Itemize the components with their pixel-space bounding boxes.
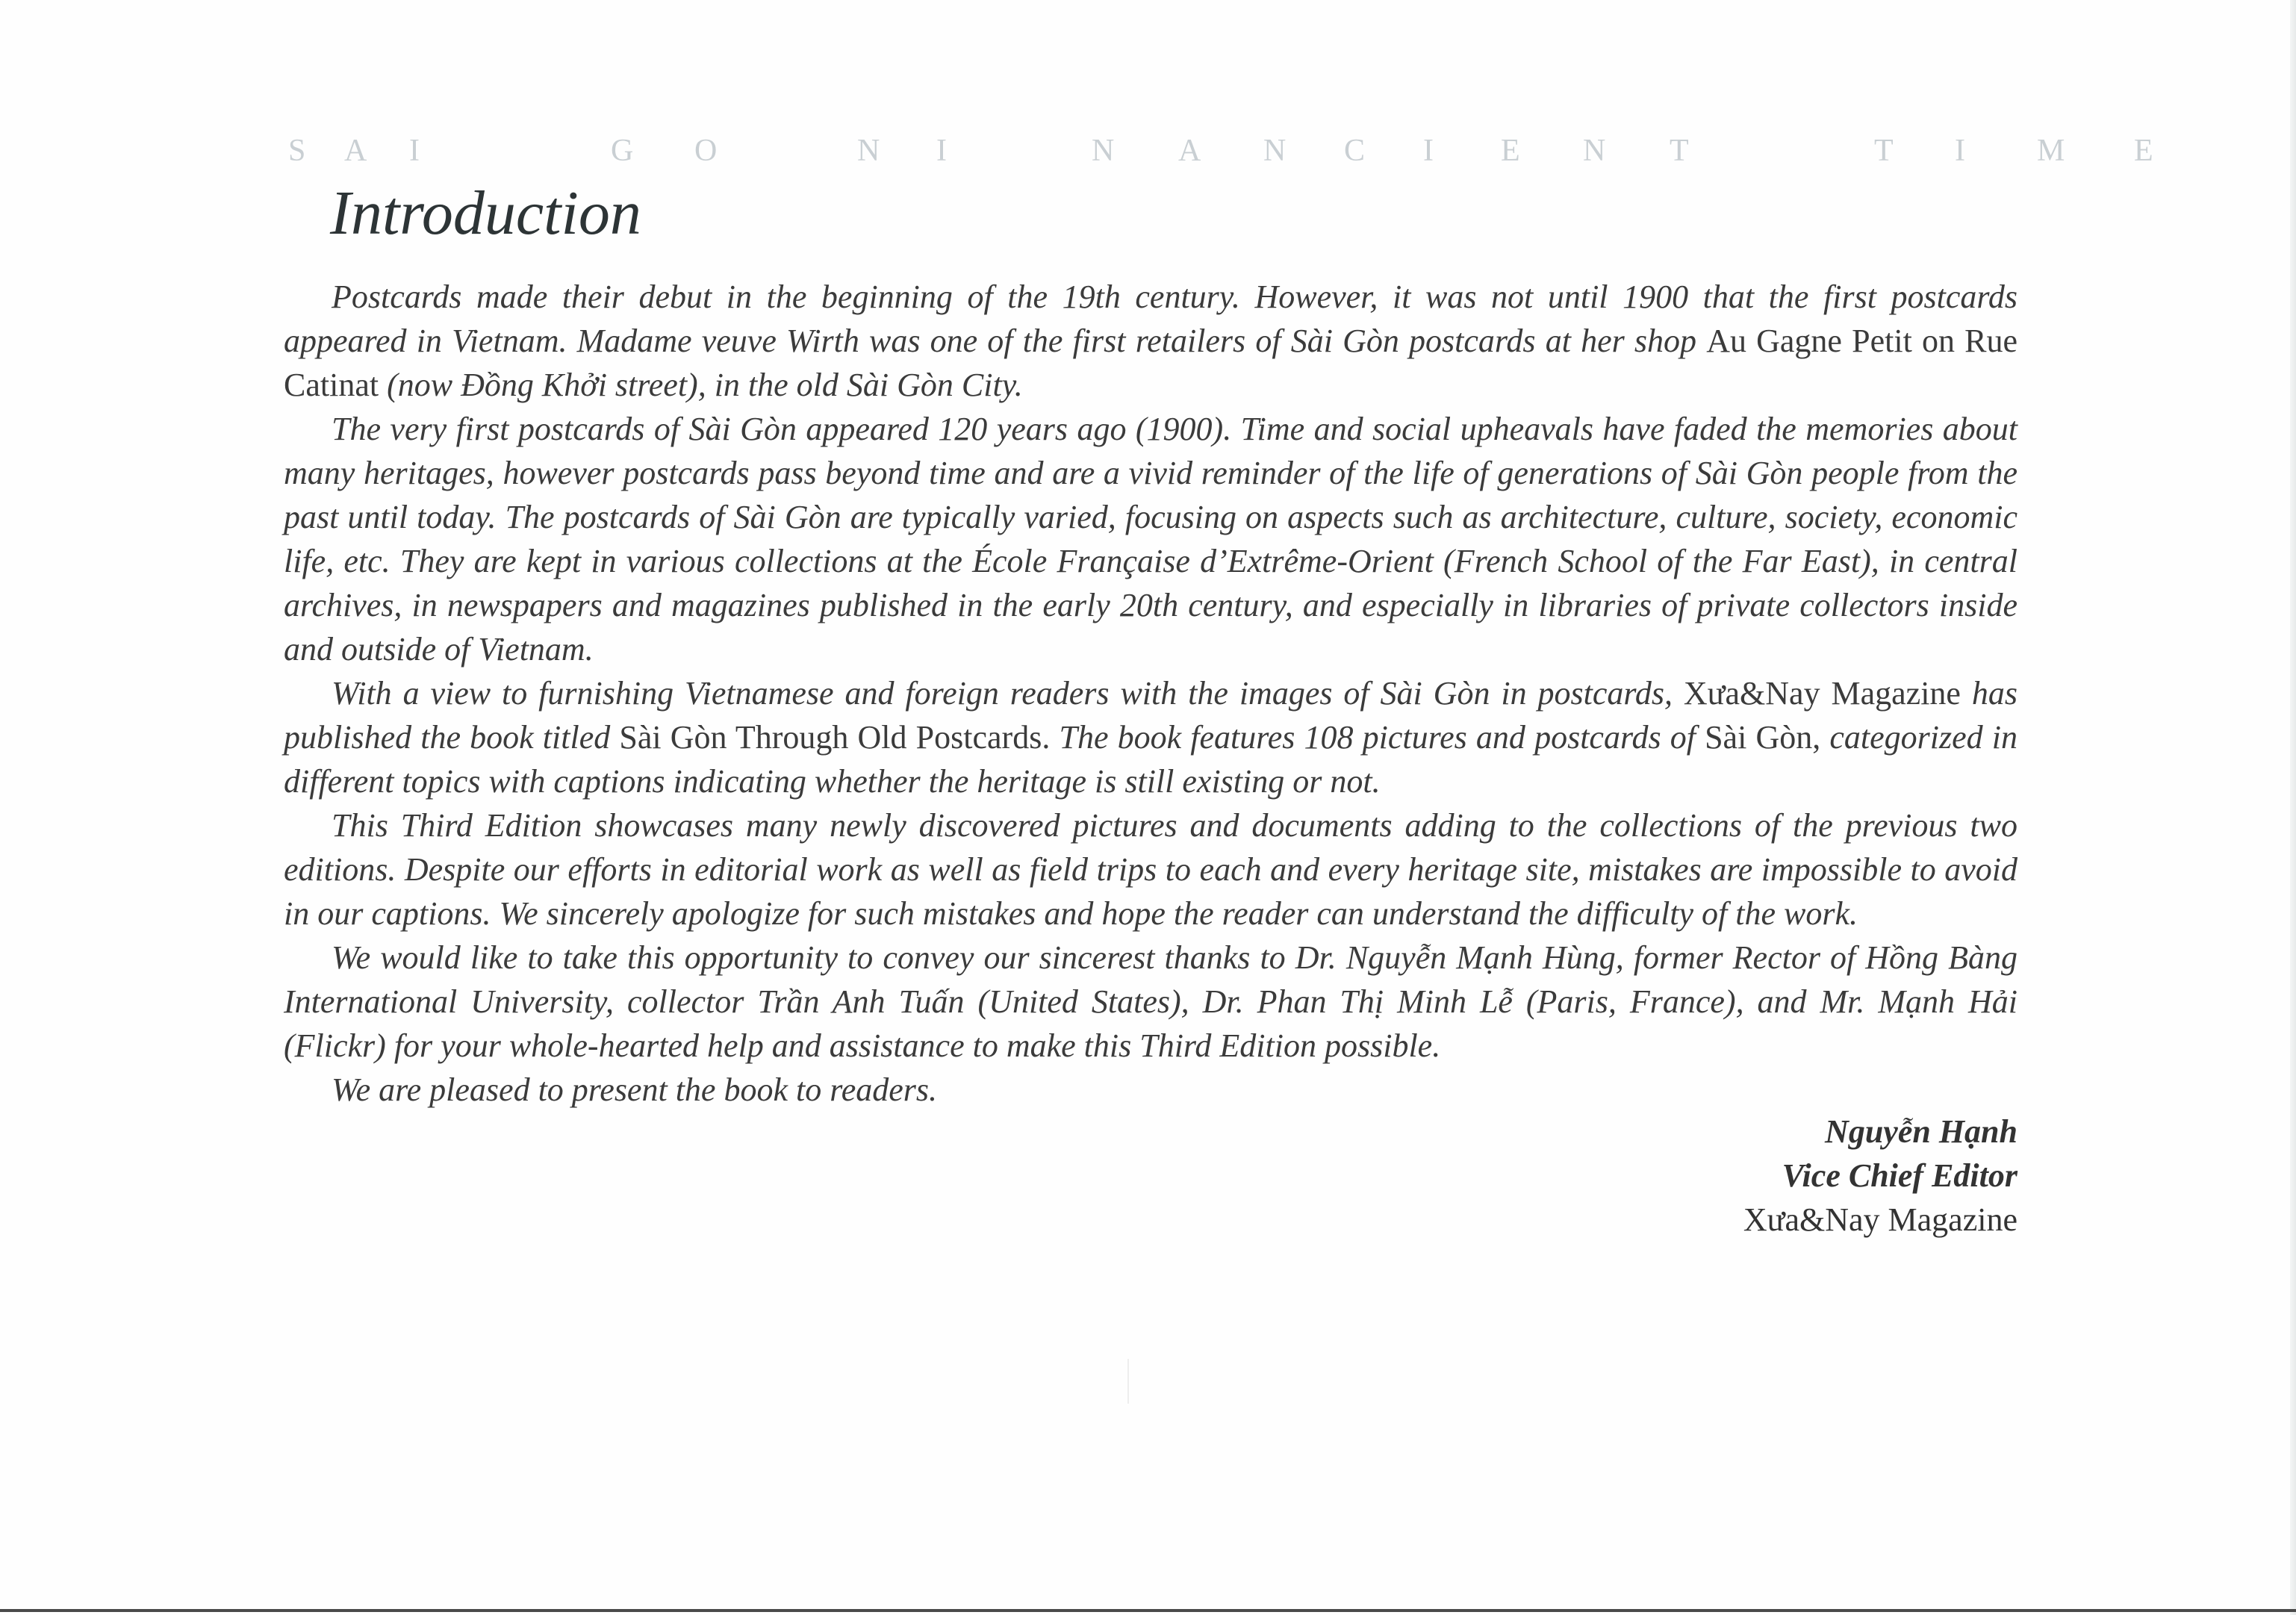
running-head-letter: S <box>288 134 306 168</box>
page-crease <box>1127 1359 1129 1404</box>
text-run-upright: Xưa&Nay Magazine <box>1683 675 1961 712</box>
signature-organization: Xưa&Nay Magazine <box>1743 1201 2017 1238</box>
running-head-letter: G <box>611 134 634 168</box>
signature-role: Vice Chief Editor <box>1782 1157 2017 1194</box>
running-head-letter: M <box>2037 134 2065 168</box>
running-head-letter: E <box>1501 134 1520 168</box>
running-head-letter: C <box>1344 134 1366 168</box>
paragraph-6 <box>284 1068 2017 1112</box>
text-run: We are pleased to present the book to readers. <box>332 1071 937 1108</box>
paragraph-1 <box>284 275 2017 407</box>
paragraph-4 <box>284 803 2017 936</box>
running-head-letter: I <box>1955 134 1965 168</box>
body-text <box>284 275 2017 1112</box>
signature-block <box>1743 1110 2017 1242</box>
paragraph-5 <box>284 936 2017 1068</box>
text-run: We would like to take this opportunity to convey our sincerest thanks to Dr. Nguyễn Mạnh Hùng, former Rector of Hồng Bàng International University, collector Trần Anh Tuấn (United States), Dr. Phan Thị Minh Lễ (Paris, France), and Mr. Mạnh Hải (Flickr) for your whole-hearted help and assistance to make this Third Edition possible. <box>284 939 2017 1064</box>
running-head-letter: I <box>409 134 420 168</box>
running-head-letter: I <box>936 134 947 168</box>
text-run: This Third Edition showcases many newly discovered pictures and documents adding to the collections of the previous two editions. Despite our efforts in editorial work as well as field trips to each and every heritage site, mistakes are impossible to avoid in our captions. We sincerely apologize for such mistakes and hope the reader can understand the difficulty of the work. <box>284 807 2017 932</box>
text-run: With a view to furnishing Vietnamese and foreign readers with the images of Sài Gòn in postcards, <box>332 675 1684 712</box>
running-head-letter: E <box>2134 134 2153 168</box>
paragraph-2 <box>284 407 2017 671</box>
text-run: Postcards made their debut in the beginning of the 19th century. However, it was not until 1900 that the first postcards appeared in Vietnam. Madame veuve Wirth was one of the first retailers of Sài Gòn postcards at her shop <box>284 278 2017 359</box>
running-head-letter: T <box>1670 134 1689 168</box>
text-run-upright: Au Gagne Petit on Rue Catinat <box>284 323 2017 403</box>
text-run-upright: Sài Gòn, <box>1705 719 1821 756</box>
running-head-letter: I <box>1423 134 1434 168</box>
text-run: The very first postcards of Sài Gòn appeared 120 years ago (1900). Time and social upheavals have faded the memories about many heritages, however postcards pass beyond time and are a vivid reminder of the life of generations of Sài Gòn people from the past until today. The postcards of Sài Gòn are typically varied, focusing on aspects such as architecture, culture, society, economic life, etc. They are kept in various collections at the École Française d’Extrême-Orient (French School of the Far East), in central archives, in newspapers and magazines published in the early 20th century, and especially in libraries of private collectors inside and outside of Vietnam. <box>284 411 2017 668</box>
text-run: categorized in different topics with captions indicating whether the heritage is still existing or not. <box>284 719 2018 800</box>
page-title: Introduction <box>330 178 641 248</box>
signature-name: Nguyễn Hạnh <box>1825 1113 2017 1150</box>
running-head-letter: T <box>1874 134 1894 168</box>
running-head-letter: N <box>1092 134 1115 168</box>
text-run: The book features 108 pictures and postcards of <box>1050 719 1705 756</box>
running-head-letter: N <box>857 134 880 168</box>
running-head <box>0 133 2296 178</box>
bottom-edge <box>0 1609 2296 1612</box>
running-head-letter: O <box>694 134 718 168</box>
running-head-letter: N <box>1263 134 1287 168</box>
running-head-letter: N <box>1583 134 1606 168</box>
running-head-letter: A <box>344 134 367 168</box>
page-edge <box>2290 0 2296 1615</box>
running-head-letter: A <box>1178 134 1201 168</box>
text-run-upright: Sài Gòn Through Old Postcards. <box>619 719 1051 756</box>
paragraph-3 <box>284 671 2017 803</box>
text-run: has published the book titled <box>284 675 2018 756</box>
text-run: (now Đồng Khởi street), in the old Sài Gòn City. <box>379 367 1023 403</box>
